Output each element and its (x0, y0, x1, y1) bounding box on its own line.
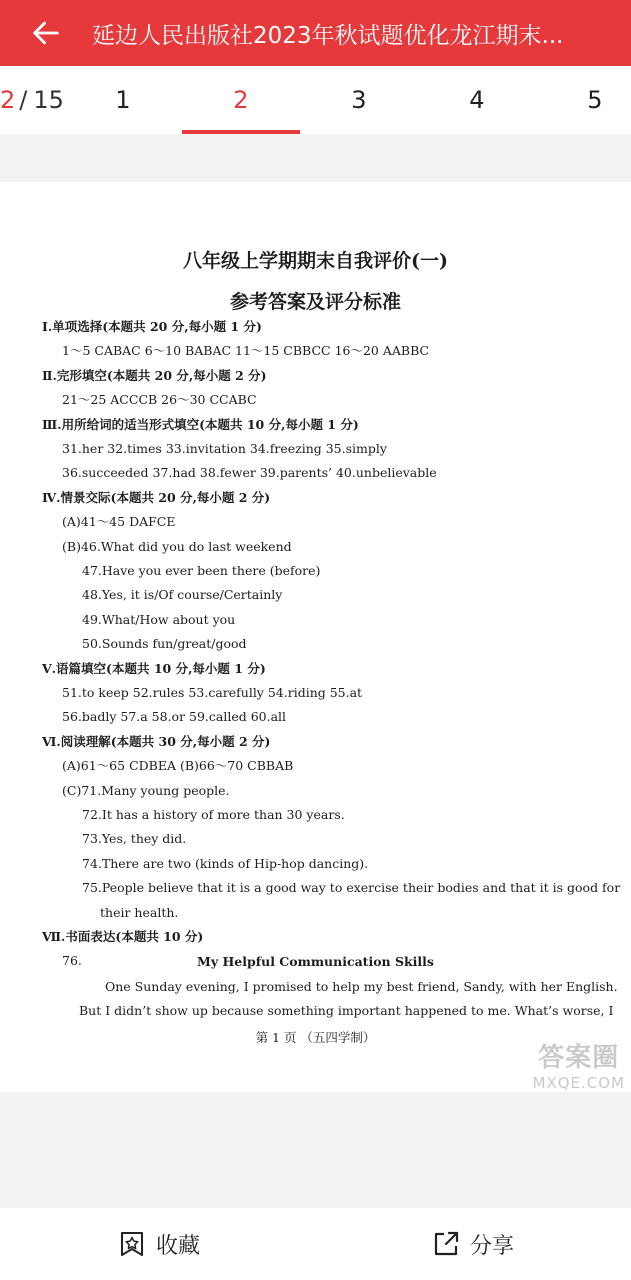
answer-line: 49.What/How about you (82, 611, 236, 627)
answer-line: 75.People believe that it is a good way to exercise their bodies and that it is good for (82, 880, 621, 896)
document-page (0, 182, 631, 1092)
page-tabs (64, 66, 631, 134)
page-footer: 第 1 页 （五四学制） (255, 1030, 376, 1045)
page-tab-1[interactable]: 1 (115, 86, 131, 114)
section-heading: Ⅰ.单项选择(本题共 20 分,每小题 1 分) (42, 319, 262, 334)
back-button[interactable] (0, 0, 92, 66)
section-heading: Ⅴ.语篇填空(本题共 10 分,每小题 1 分) (42, 660, 266, 676)
current-page-number: 2 (0, 86, 16, 114)
page-tab-3[interactable]: 3 (351, 86, 367, 114)
page-title: 延边人民出版社2023年秋试题优化龙江期末... (92, 22, 564, 49)
watermark-site: MXQE.COM (532, 1074, 625, 1092)
share-button[interactable] (432, 1229, 514, 1260)
essay-title: My Helpful Communication Skills (197, 954, 434, 969)
answer-line: (B)46.What did you do last weekend (62, 538, 292, 554)
share-icon (432, 1230, 460, 1258)
favorite-button[interactable] (118, 1229, 200, 1260)
page-tab-5[interactable]: 5 (587, 86, 603, 114)
document-title: 八年级上学期期末自我评价(一) (183, 250, 448, 272)
answer-line: (A)61～65 CDBEA (B)66～70 CBBAB (62, 758, 294, 774)
section-heading: Ⅵ.阅读理解(本题共 30 分,每小题 2 分) (42, 733, 271, 749)
answer-line: 31.her 32.times 33.invitation 34.freezing 35.simply (62, 441, 387, 456)
answer-line: (A)41～45 DAFCE (62, 514, 176, 530)
answer-line: 56.badly 57.a 58.or 59.called 60.all (62, 709, 287, 725)
watermark (533, 1037, 626, 1092)
page-tab-2[interactable]: 2 (182, 66, 300, 134)
essay-line: But I didn’t show up because something important happened to me. What’s worse, I (79, 1003, 614, 1018)
essay-line: One Sunday evening, I promised to help my best friend, Sandy, with her English. (105, 979, 618, 994)
favorite-label: 收藏 (156, 1233, 201, 1259)
watermark-logo: 答案圈 (538, 1043, 620, 1073)
section-heading: Ⅳ.情景交际(本题共 20 分,每小题 2 分) (42, 489, 271, 505)
answer-line: 72.It has a history of more than 30 years. (82, 807, 345, 822)
answer-line: 36.succeeded 37.had 38.fewer 39.parents’ 40.unbelievable (62, 465, 437, 481)
answer-line: 1～5 CABAC 6～10 BABAC 11～15 CBBCC 16～20 AABBC (62, 343, 430, 359)
section-heading: Ⅲ.用所给词的适当形式填空(本题共 10 分,每小题 1 分) (42, 416, 359, 432)
arrow-left-icon (29, 16, 63, 50)
section-heading: Ⅱ.完形填空(本题共 20 分,每小题 2 分) (42, 367, 267, 383)
answer-line: 21～25 ACCCB 26～30 CCABC (62, 392, 257, 408)
total-pages: 15 (33, 86, 64, 114)
bottom-action-bar (0, 1208, 631, 1280)
answer-line: 47.Have you ever been there (before) (82, 563, 321, 578)
page-counter (0, 86, 64, 114)
section-heading: Ⅶ.书面表达(本题共 10 分) (42, 929, 204, 944)
answer-line: 51.to keep 52.rules 53.carefully 54.riding 55.at (62, 685, 363, 700)
bookmark-star-icon (118, 1230, 146, 1258)
document-subtitle: 参考答案及评分标准 (229, 291, 401, 313)
answer-line: 48.Yes, it is/Of course/Certainly (82, 587, 283, 603)
answer-line: their health. (100, 904, 179, 920)
answer-line: (C)71.Many young people. (62, 782, 230, 798)
answer-line: 50.Sounds fun/great/good (82, 636, 247, 652)
page-selector (0, 66, 631, 134)
title-bar (0, 0, 631, 66)
page-tab-4[interactable]: 4 (469, 86, 485, 114)
share-label: 分享 (470, 1233, 515, 1259)
answer-line: 73.Yes, they did. (82, 831, 187, 847)
page-separator: / (19, 86, 28, 114)
answer-line: 74.There are two (kinds of Hip-hop dancing). (82, 855, 369, 871)
answer-line: 76. (62, 953, 82, 969)
